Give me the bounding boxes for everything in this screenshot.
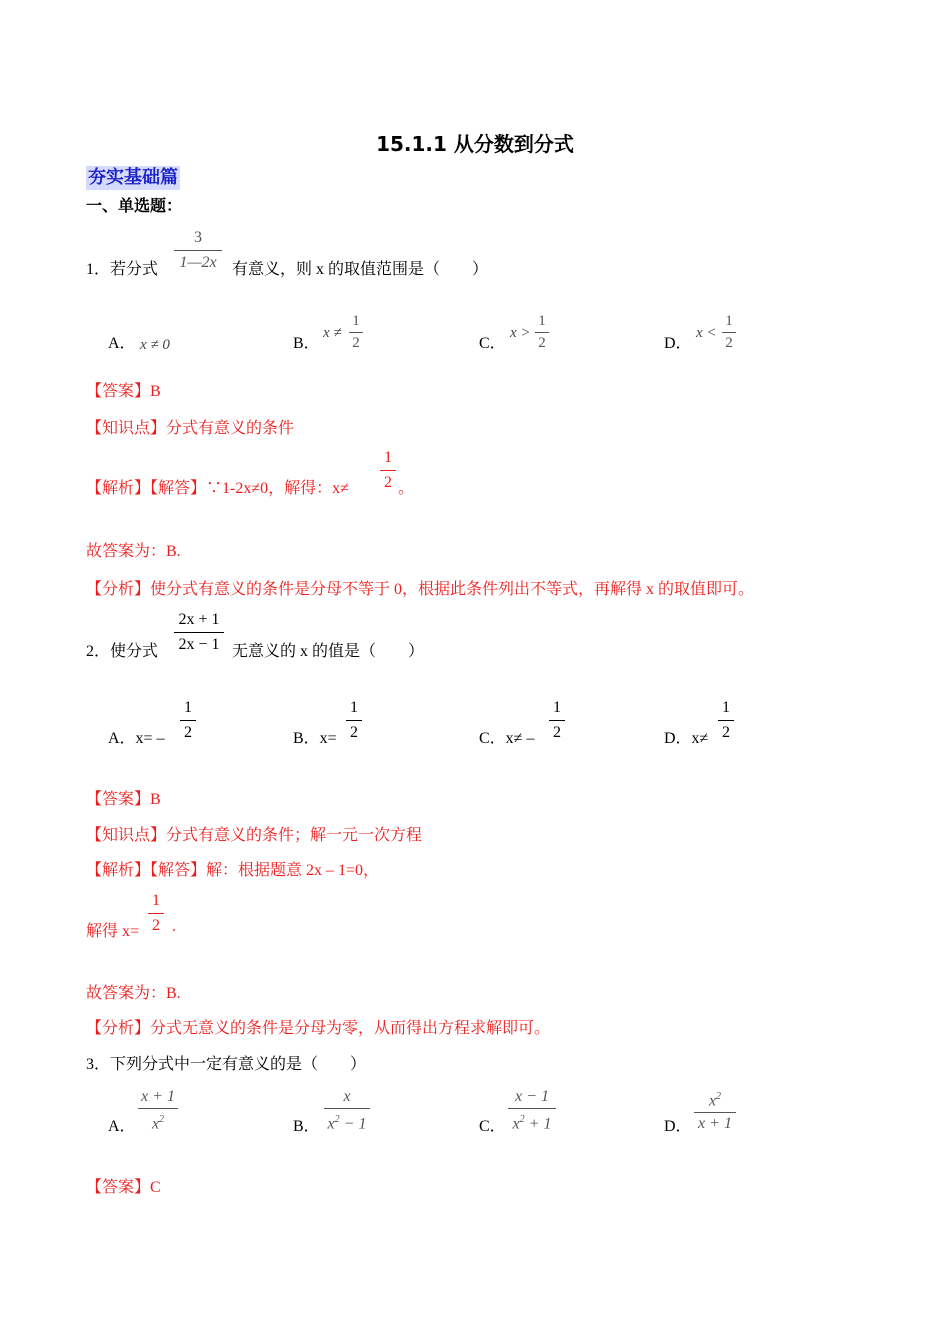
q1-tail: 有意义，则 x 的取值范围是（ ） bbox=[232, 261, 489, 278]
q2-knowledge: 【知识点】分式有意义的条件；解一元一次方程 bbox=[86, 827, 423, 844]
q1-fenxi: 【分析】使分式有意义的条件是分母不等于 0，根据此条件列出不等式，再解得 x 的取值即可。 bbox=[86, 581, 755, 598]
q2-solve: 解得 x= bbox=[86, 923, 140, 940]
q2-lead: 2．使分式 bbox=[86, 643, 159, 660]
q1-conclusion: 故答案为：B. bbox=[86, 543, 181, 560]
q1-analysis-fraction: 1 2 bbox=[380, 448, 396, 493]
q2-fenxi: 【分析】分式无意义的条件是分母为零，从而得出方程求解即可。 bbox=[86, 1020, 551, 1037]
q3-lead: 3．下列分式中一定有意义的是（ ） bbox=[86, 1056, 367, 1073]
q1-analysis: 【解析】【解答】∵1-2x≠0，解得：x≠ bbox=[86, 480, 349, 497]
q2-conclusion: 故答案为：B. bbox=[86, 985, 181, 1002]
q2-tail: 无意义的 x 的值是（ ） bbox=[232, 643, 425, 660]
q2-analysis: 【解析】【解答】解：根据题意 2x – 1=0， bbox=[86, 862, 380, 879]
section-heading: 一、单选题： bbox=[86, 196, 183, 215]
q1-lead: 1．若分式 bbox=[86, 261, 159, 278]
q1-knowledge: 【知识点】分式有意义的条件 bbox=[86, 420, 295, 437]
q2-fraction: 2x + 1 2x − 1 bbox=[174, 610, 224, 655]
q2-solve-fraction: 1 2 bbox=[148, 891, 164, 936]
q3-answer: 【答案】C bbox=[86, 1179, 161, 1196]
section-banner: 夯实基础篇 bbox=[88, 167, 178, 188]
q2-answer: 【答案】B bbox=[86, 791, 161, 808]
q1-answer: 【答案】B bbox=[86, 383, 161, 400]
page-title: 15.1.1 从分数到分式 bbox=[376, 132, 574, 156]
q1-fraction: 3 1—2x bbox=[174, 228, 222, 273]
